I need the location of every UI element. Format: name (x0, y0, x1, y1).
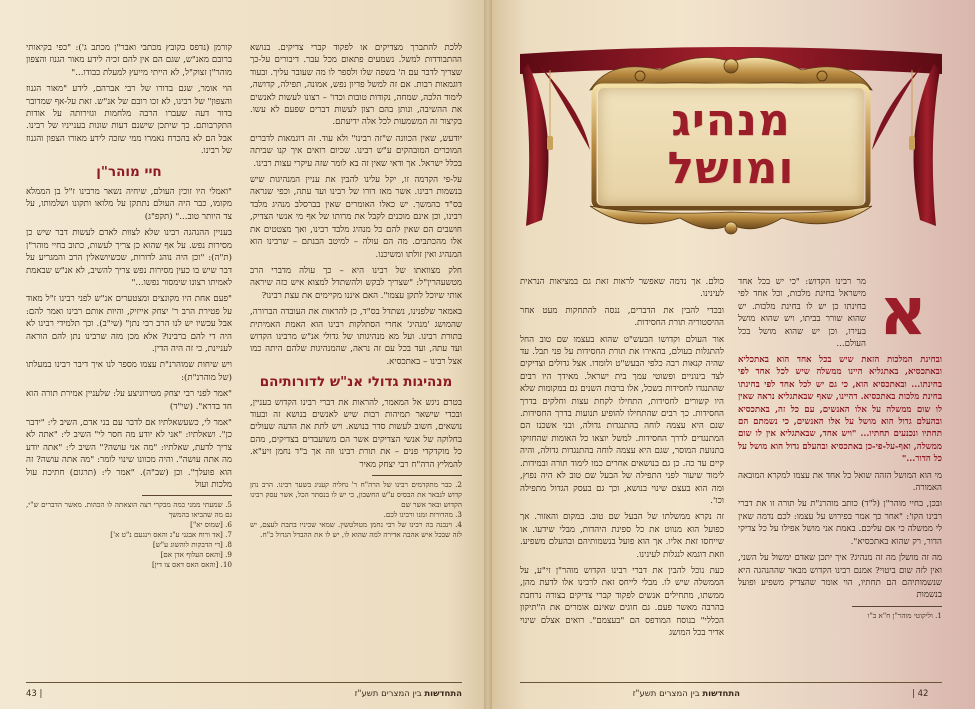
section-heading: חיי מוהר"ן (96, 163, 162, 180)
paragraph: יודעש, שאין הכוונה ש"זה רבינו" ולא עוד. זה דוגמאות לדברים המוכרים המובהקים ע"ש רבינו. שכיום רואים איך קנו שביתה בכלל ישראל. אך ודאי שאין זה בא לומר שזה עיקרי עצות רבינו. (250, 133, 462, 169)
footnote: 8. [די הדבקות לוהשוג ע"ש] (152, 540, 232, 550)
footer-label: התחדשות (702, 689, 740, 699)
right-page-column-right (738, 276, 866, 356)
footer-text (520, 689, 740, 699)
left-page-column-right (250, 42, 462, 672)
right-page-column-left (520, 276, 724, 668)
footnote-rule (142, 495, 232, 496)
drop-cap: א (878, 273, 928, 350)
title-scroll (598, 88, 864, 206)
right-page-column-right-lower (738, 354, 942, 664)
paragraph: זה נקרא ממשלתו של הבעל שם טוב. במקום והאזור. אך כפועל הוא מנווט את כל ספינת היהדות, מבלי שידעו. או שייחסו זאת אליו. אך הוא פועל בנשמותיהם ובהעלם משפיע. וזאת דוגמא לנגלות לעינינו. (520, 512, 724, 560)
page-number: 42 | (912, 689, 929, 699)
paragraph: ובכן, בחיי מוהר"ן (ל"ד) כותב מוהרנ"ת על תורה זו את דברי רבינו הקו': "אחר כך אמר בפירוש על עצמו: לכם נדמה שאין לי ממשלה כי אם עליכם. באמת אני מושל אפילו על כל צדיקי הדור, רק שהוא באתכסיא". (738, 499, 942, 547)
footnote-rule (372, 475, 462, 476)
paragraph: כעת נוכל להבין את דברי רבינו הקדוש מוהר"ן זי"ע, על הממשלה שיש לו. מבלי לייחס זאת לרבינו אלו לדעת מהן, ממשתו, מתחילים אנשים לפקוד קברי צדיקים בצורה נרחבת בהרבה מאשר פעם. גם חוגים שאינם אומרים את ה"תיקון הכללי" בנוסח המודפס הם "בעצמם". רואים אצלם שינוי אדיר בכל המושג (520, 565, 724, 638)
paragraph: ללכת להתברך מצדיקים או לפקוד קברי צדיקים. בנושא ההתבודדות למשל. נשמעים פתאום מכל עבר. דיבורים על-כך שצריך לדבר עם ה' בשפה שלו ולספר לו מה שעובר עליך. ובעוד דוגמאות רבות. אם זה למשל פדיון נפש, אמונה, תפילה, קדושה, לימוד הלכה, שמחה, נקודות טובות וכדו' – רצונו לעשות לאנשים את ההשיבה, ונותן בהם רצון לעשות דברים שפעם לא עשו. בקיצור זה המשמעות לכל אלה ידיעתם. (250, 43, 462, 128)
paragraph: כולם. אך נדמה שאפשר לראות זאת גם במציאות הנראית לעינינו. (520, 277, 724, 300)
footnote: 3. מהדורות זמנו ורבינו לכם. (383, 510, 462, 519)
paragraph: "ואמלי היו זוכין העולם, שיחיה נשאר מרבינו ז"ל בן הממלא מקומו, כבר היה העולם נתתקן על מלואו ותקונו ושלמותו, על צד היותר טוב..." (תקפ"ג) (26, 187, 232, 222)
paragraph: אור העולם וקדושו הבעש"ט שהוא בעצמו שם טוב החל להתגלות בעולם, בהאירו את תורת החסידות על פני תבל. עד שהיה קנאות רבה כלפי הבעש"ט ולומדו. אצל גדולים וצדיקים לצד בינוניים ופשוטי עמך בית ישראל. מאידך היו רבים שהתנגדו לחסידות בשכל, אלו ברבות השנים גם במקומות שלא היו קשורים לחסידות, התחילו לקחת עצות וחלקים בדרך החסידות. כך רבים שהתחילו להופיע תנועות בדרך החסידות. שנם היא עצמה לוחה בהתנגדות גדולה, ובני אשכנז הם המתנגדים לדרך החסידות. למשל יוצאו כל האומות שהחזיקו בתנועת המוסר, שגם היא עצמה לוחה בהתנגדות גדולה, והיה קיים עד כה. כן גם בנושאים אחרים כמו לימוד תורה ובמידות. לימוד שיעור לפני התפילה של הבעל שם טוב לא היה נפוץ, ומה הוא בעצם שינוי בנושא, וכך גם בעסק הגדול מתפילה וכו'. (520, 334, 724, 506)
footer-text (220, 689, 462, 699)
title-line-1: מנהיג (671, 95, 791, 146)
paragraph: "אמר לפני רבי יצחק מטירוניצע על: שלעניין אמירת תורה הוא חד בדרא". (שי"ד) (26, 389, 232, 412)
paragraph: "פעם אחת היו מקונצים ומצטערים אנ"ש לפני רבינו ז"ל מאוד על פטירת הרב ר' יצחק אייזיק, והיות אותם רבינו ואמר להם: אבל עכשיו יש לנו הרב רבי נתן" (שי"ב). וכך תלמידי רבינו לא היה די להם ברבינו? אלא מכן מזה שרבינו נתן להם הוראה לעניינת, כי זה היה הדין. (26, 294, 232, 354)
footnote: 10. [והאס האס דאס צו דין] (151, 560, 232, 570)
footnote: 5. שמעתי ממני כמה מבקרי רצה הוצאתה לו הכהות. מאשר הדברים ש"י, גם מה שהביאו בהמשך (26, 500, 232, 520)
footer-label: התחדשות (424, 689, 462, 699)
title-line-2: ומושל (667, 143, 795, 194)
paragraph: בטרם ניגש אל המאמר, להראות את דברי רבינו הקדוש בעניין, ובכדי שישאר תמיהות רבות שיש לאנשים בנושא זה ובעוד נושאים, חשוב לעשות סדר בנושא. ויש לתת את הדעה שעולים בחלוקה של אנשי הצדיקים אשר הם משועבדים בצדיקים, מהם כל מוקדקדי פנים – את תורת רבינו וזה אך ב"ד נחמן זיע"א. להמליץ הרה"ח רבי יצחק מאיר (250, 397, 462, 470)
paragraph: חלק מצוואתו של רבינו היא – כך עולה מדברי הרב מטשעהרין"ל: "שצריך לבקש ולהשתדל למצוא איש כזה שיראה אותי שיוכל לתקן עצמו". האם איננו מקיימים את עצת רבינו? (250, 265, 462, 301)
paragraph: ובכדי להבין את הדברים, ננסה להתחקות מעט אחר ההיסטוריה תורת החסידות. (520, 305, 724, 329)
footnote: 6. [שמוס יא"] (190, 520, 232, 530)
paragraph: הוי אומר, שגם בדורו של רבי אברהם, לידע "מאור הגנוז והצפון" של רבינו, לא זכו רובם של אנ"ש. זאת על-אף שמדובר בדור דעה שעברו הרבה מלחמות וגזירותה על אודות התקרבותם. כך שיתכן שישנם דעות שונות בענייניו של רבינו. אבל הם לא בהכרח נאמרו ממי שזכה לידע מאורו הצפון והגנוז של רבינו. (26, 84, 232, 157)
paragraph: ובחינת המלכות הזאת שיש בכל אחד הוא באתכליא ובאתכסיא, באתגליא היינו ממשלה שיש לכל אחד לפי בחינתו... ובאתכסיא הוא, כי גם יש לכל אחד לפי בחינתו בחינת מלכות באתכסיא. דהיינו, שאף שבאתגליא נראה שאין לו שום ממשלה על אלו האנשים, עם כל זה, באתכסיא ובהעלם גדול הוא מושל על אלו האנשים, כי נשמתם הם תחתיו ונכנעים תחתיו... "ויש אחד, שבאתגליא אין לו שום ממשלה, ואף-על-פי-כן באתכסיא ובהעלם גדול הוא מושל על כל הדור..." (738, 355, 942, 465)
footnote-rule (852, 606, 942, 607)
paragraph: מי הוא המושל הזהה שואל כל אחד את עצמו למקרא המובאה האמורה. (738, 470, 942, 494)
paragraph: מר רבינו הקדוש: "כי יש בכל אחד מישראל בחינת מלכות, וכל אחד לפי בחינתו כן יש לו בחינת מלכות. יש שהוא שורר בביתו, ויש שהוא מושל בעירו, וכן יש שהוא מושל בכל העולם... (738, 277, 866, 350)
section-heading: מנהיגות גדולי אנ"ש לדורותיהם (259, 374, 453, 391)
footnote: 2. כבר מתקדמים רבינו של הרה"ח ר' נחליה קעניג בשער רבינו. הרב נתן קדוש לנבאר את הבסיס ע"ש החשבון, כי יש לו בנסתר הכל, אשר עסק רבינו הקדוש ובאר אשר שם (250, 480, 462, 509)
footer-rule (520, 682, 942, 683)
footnote: 7. [אד ורוח אבגני ע"נ והאס וינגעם נ"ט א'] (110, 530, 232, 540)
paragraph: קורמן (נדפס בקובץ מכתבי ואבר"ן מכתב ג'): "כפי בקיאותי ברובם מאנ"ש, שגם הם אין להם זכיה לידע מאור הגנוז והצפון מוהר"ן זצוק"ל, לא הייתי מייעץ למעלת כבודו..." (26, 43, 232, 78)
footer-rule (26, 682, 462, 683)
paragraph: על-פי הקדמה זו, יקל עלינו להבין את עניין המנהיגות שיש בנשמות רבינו. אשר מאז דורו של רבינו ועד עתה, וכפי שנראה בס"ד בהמשך. יש כאלו האומרים שאין בברסלב מנהיג מלבד רבינו, וכן אינם מוכנים לקבל את מרותו של אף מי אנשי הצדיק, חושבים הם שאין להם כל מנהיג מלבד רבינו, ואך מצטטים את אלו מהכתבים. מה הם עולה – למיטב הבנתם – שרבינו הוא המנהיג ואין זולתו ומשיכנו. (250, 175, 462, 260)
paragraph: ויש שיחות שמוהרנ"ת עצמו מספר לנו איך דיבר רבינו במעלתו (של מוהרנ"ת): (26, 360, 232, 383)
paragraph: באמאר שלפנינו, נשתדל בס"ד, כן להראות את העובדה הברורה, שהמושג 'מנהיג' אחרי הסתלקות רבינו הוא האמת האמיתית בתורת רבינו. ועל מא מנהיגותו של גדולי אנ"ש מרבינו הקדוש ועד עתה, ועד בכל עם זה נראה, שהמנהיגות שלהם היתה כמו אצל רבינו – באתכסיא. (250, 307, 462, 367)
footnote: 1. וליקוטי מוהר"ן ח"א ב"ו (867, 610, 942, 620)
paragraph: "אמר לי, כשעשאלתיו אם לדבר עם בני אדם, השיב לי: "ידבר כן". ושאלתיו: "אני לא יודע מה חסר לי" השיב לי: "אתה לא צריך לדעת, שאלתיו: "מה אני עושה?" השיב לי: "אתה יודע מה אתה עושה". והיה מכוונו שינוי לומר: "מה אתה עושה? זה הוא פועלך". וכן (שב"ה). "אמר לי: (תרגום) חתיכת עול מלכות ועול (26, 417, 232, 490)
left-page-column-left (26, 42, 232, 672)
footnote: 4. וינבנה בה רבינו של רבי נחמן מטולטשין. שמאי שכיניו בתבת לעצם, יש לזה שבכל איש אהבה אדירה למה שהוא לו, יש לו את ההבדל הגדול כ"ח. (250, 520, 462, 539)
footer-issue: בין המצרים תשע"ז (632, 689, 700, 699)
page-number: | 43 (26, 689, 43, 699)
title-banner (520, 40, 942, 240)
footnote: 9. [והאס העלוף אדן אם] (160, 550, 232, 560)
page-gutter (484, 0, 492, 709)
footer-issue: בין המצרים תשע"ז (354, 689, 422, 699)
paragraph: בעניין ההנהגה רבינו שלא לצוות לאדם לעשות דבר שיש כן מסירות נפש. על אף שהוא כן צריך לעשות, כתוב בחיי מוהר"ן (ת"ה): "וכן היה נוהג לדורות, שכשיושאלין הרב והמגריע על דבר שיש בו כעין מסירות נפש צריך להשיב, לא אנ"ש שבאמת לאמיתו רצונו שימסור נפשו..." (26, 228, 232, 288)
paragraph: מה זה מושלן מה זה מנהיג? איך יתכן שאדם ימשול על השני, ואין לזה שום ביטוי? אמנם רבינו הקדוש מבאר שההנהגה היא שנשמותיהם הם תחתיו, הוי אומר שהצדיק משפיע ופועל בנשמות (738, 553, 942, 601)
